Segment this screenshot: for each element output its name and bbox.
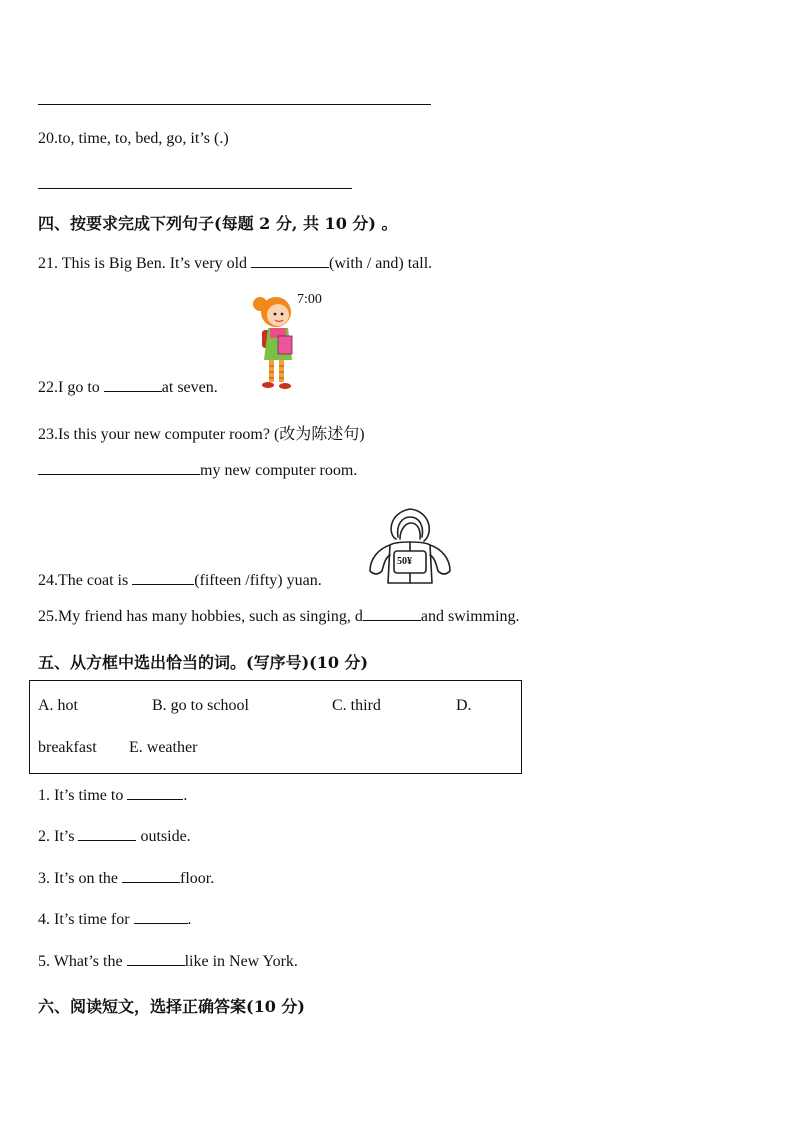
question-22-tail: at seven. xyxy=(161,379,218,396)
price-tag-label: 50¥ xyxy=(397,556,412,567)
fill-blank-5[interactable] xyxy=(127,953,185,966)
fill-item-1-tail: . xyxy=(183,787,188,804)
fill-item-3-tail: floor. xyxy=(180,870,215,887)
question-22-text: 22.I go to xyxy=(38,379,104,396)
fill-item-3-text: 3. It’s on the xyxy=(38,870,122,887)
clock-time-label: 7:00 xyxy=(297,292,322,307)
section-4-heading: 四、按要求完成下列句子(每题 2 分, 共 10 分) 。 xyxy=(38,214,398,233)
option-d: D. xyxy=(456,697,472,714)
option-b: B. go to school xyxy=(152,697,249,714)
fill-item-4-tail: . xyxy=(187,911,192,928)
question-25-text: 25.My friend has many hobbies, such as singing, d xyxy=(38,608,363,625)
question-24-choices: (fifteen /fifty) yuan. xyxy=(194,572,322,589)
question-21 xyxy=(38,255,432,273)
fill-item-5-tail: like in New York. xyxy=(184,953,298,970)
fill-item-4 xyxy=(38,911,192,929)
fill-item-2-tail: outside. xyxy=(136,828,191,845)
fill-item-2 xyxy=(38,828,191,846)
question-21-choices: (with / and) tall. xyxy=(329,255,433,272)
question-23-tail: my new computer room. xyxy=(200,462,358,479)
coat-illustration xyxy=(366,505,454,587)
fill-blank-2[interactable] xyxy=(78,828,136,841)
answer-blank-24[interactable] xyxy=(132,572,194,585)
question-23-answer-line xyxy=(38,462,357,480)
question-25 xyxy=(38,608,520,626)
fill-item-3 xyxy=(38,870,214,888)
word-box xyxy=(29,680,522,774)
option-e: E. weather xyxy=(129,739,198,756)
question-20: 20.to, time, to, bed, go, it’s (.) xyxy=(38,130,229,147)
fill-item-5-text: 5. What’s the xyxy=(38,953,127,970)
fill-item-1 xyxy=(38,787,187,805)
fill-item-4-text: 4. It’s time for xyxy=(38,911,134,928)
question-24 xyxy=(38,572,322,590)
fill-item-1-text: 1. It’s time to xyxy=(38,787,128,804)
section-5-heading: 五、从方框中选出恰当的词。(写序号)(10 分) xyxy=(38,653,369,672)
question-24-text: 24.The coat is xyxy=(38,572,133,589)
fill-blank-4[interactable] xyxy=(134,911,188,924)
answer-blank-23[interactable] xyxy=(38,462,200,475)
girl-with-books-illustration xyxy=(248,294,304,392)
question-23: 23.Is this your new computer room? (改为陈述句) xyxy=(38,426,365,443)
answer-blank-21[interactable] xyxy=(251,255,329,268)
question-22 xyxy=(38,379,218,397)
answer-blank-25[interactable] xyxy=(363,608,421,621)
fill-blank-3[interactable] xyxy=(122,870,180,883)
answer-blank-22[interactable] xyxy=(104,379,162,392)
question-21-text: 21. This is Big Ben. It’s very old xyxy=(38,255,252,272)
option-c: C. third xyxy=(332,697,381,714)
question-25-tail: and swimming. xyxy=(420,608,520,625)
fill-item-2-text: 2. It’s xyxy=(38,828,79,845)
section-6-heading: 六、阅读短文，选择正确答案(10 分) xyxy=(38,997,305,1016)
answer-line-20[interactable] xyxy=(38,188,352,189)
option-d-word: breakfast xyxy=(38,739,97,756)
fill-blank-1[interactable] xyxy=(127,787,183,800)
option-a: A. hot xyxy=(38,697,78,714)
fill-item-5 xyxy=(38,953,298,971)
answer-line-19[interactable] xyxy=(38,104,431,105)
